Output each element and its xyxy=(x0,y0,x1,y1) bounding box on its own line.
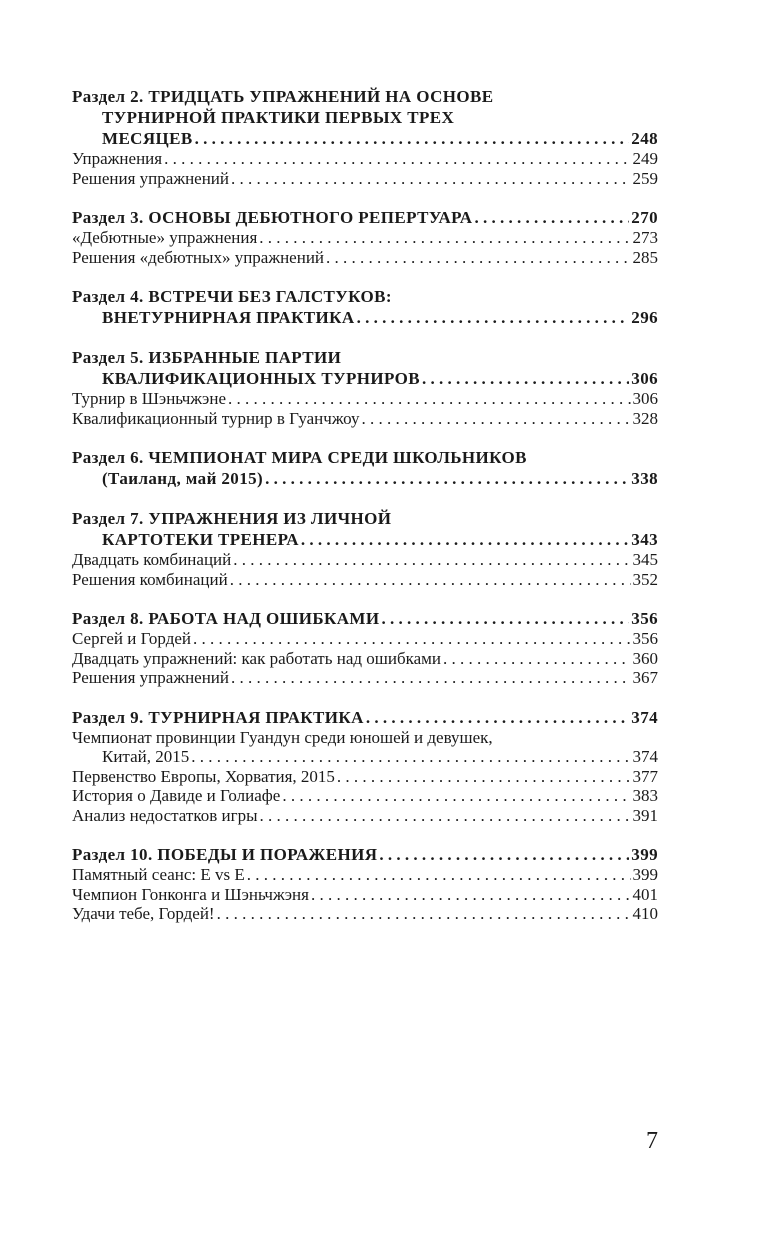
entry-title: Чемпионат провинции Гуандун среди юношей и девушек, xyxy=(72,727,493,747)
entry-title: Упражнения xyxy=(72,149,163,168)
page-ref: 399 xyxy=(632,865,658,884)
dot-leader xyxy=(265,468,629,489)
dot-leader xyxy=(217,904,631,924)
dot-leader xyxy=(282,786,630,806)
toc-entry xyxy=(72,806,658,826)
dot-leader xyxy=(231,169,630,189)
dot-leader xyxy=(379,844,629,865)
page-ref: 391 xyxy=(632,805,658,825)
dot-leader xyxy=(422,368,629,389)
page-ref: 374 xyxy=(631,707,658,727)
toc-entry xyxy=(72,728,658,748)
dot-leader xyxy=(164,149,630,169)
dot-leader xyxy=(259,228,630,248)
entry-title: КВАЛИФИКАЦИОННЫХ ТУРНИРОВ xyxy=(102,369,421,388)
entry-title: Решения упражнений xyxy=(72,168,230,188)
dot-leader xyxy=(301,529,629,550)
dot-leader xyxy=(311,885,631,905)
toc-section xyxy=(72,86,658,188)
entry-title: Решения «дебютных» упражнений xyxy=(72,247,325,267)
dot-leader xyxy=(326,248,630,268)
dot-leader xyxy=(366,707,629,728)
entry-title: Раздел 9. ТУРНИРНАЯ ПРАКТИКА xyxy=(72,707,364,727)
dot-leader xyxy=(195,128,630,149)
entry-title: Двадцать упражнений: как работать над ошибками xyxy=(72,648,442,668)
toc-section xyxy=(72,608,658,688)
dot-leader xyxy=(247,865,631,885)
toc-entry xyxy=(72,389,658,409)
page-ref: 356 xyxy=(632,629,658,648)
toc-section xyxy=(72,347,658,428)
toc-entry xyxy=(72,668,658,688)
entry-title: Чемпион Гонконга и Шэньчжэня xyxy=(72,884,309,904)
entry-title: Китай, 2015 xyxy=(102,747,190,766)
section-heading-row xyxy=(72,608,658,629)
dot-leader xyxy=(337,767,631,787)
page-ref: 383 xyxy=(632,786,658,805)
entry-title: Решения комбинаций xyxy=(72,569,228,589)
dot-leader xyxy=(474,207,629,228)
section-heading: Раздел 4. ВСТРЕЧИ БЕЗ ГАЛСТУКОВ: xyxy=(72,287,392,306)
toc-entry xyxy=(72,747,658,767)
entry-title: Раздел 3. ОСНОВЫ ДЕБЮТНОГО РЕПЕРТУАРА xyxy=(72,208,473,227)
toc-entry xyxy=(72,550,658,570)
section-heading: ТУРНИРНОЙ ПРАКТИКИ ПЕРВЫХ ТРЕХ xyxy=(102,108,455,127)
toc-entry xyxy=(72,767,658,787)
entry-title: Двадцать комбинаций xyxy=(72,550,232,569)
section-heading: Раздел 5. ИЗБРАННЫЕ ПАРТИИ xyxy=(72,348,342,367)
entry-title: Удачи тебе, Гордей! xyxy=(72,904,215,923)
entry-title: История о Давиде и Голиафе xyxy=(72,786,281,805)
dot-leader xyxy=(193,629,631,649)
toc-entry xyxy=(72,649,658,669)
entry-title: Сергей и Гордей xyxy=(72,629,191,648)
section-heading-row xyxy=(72,207,658,228)
page-ref: 345 xyxy=(632,550,658,569)
toc-entry xyxy=(72,786,658,806)
section-heading-row xyxy=(72,844,658,865)
section-heading-row xyxy=(72,368,658,389)
page-ref: 259 xyxy=(632,168,658,188)
page-ref: 285 xyxy=(632,247,658,267)
page-ref: 356 xyxy=(631,609,658,628)
entry-title: Раздел 10. ПОБЕДЫ И ПОРАЖЕНИЯ xyxy=(72,845,378,864)
page-ref: 374 xyxy=(632,747,658,766)
dot-leader xyxy=(260,806,631,826)
section-heading: Раздел 6. ЧЕМПИОНАТ МИРА СРЕДИ ШКОЛЬНИКОВ xyxy=(72,448,527,467)
dot-leader xyxy=(228,389,631,409)
dot-leader xyxy=(381,608,629,629)
section-heading-row xyxy=(72,468,658,489)
entry-title: КАРТОТЕКИ ТРЕНЕРА xyxy=(102,530,299,549)
section-heading-row xyxy=(72,707,658,728)
toc-section xyxy=(72,508,658,589)
entry-title: Турнир в Шэньчжэне xyxy=(72,389,226,408)
entry-title: Первенство Европы, Хорватия, 2015 xyxy=(72,766,335,786)
toc-section xyxy=(72,844,658,924)
section-heading: Раздел 7. УПРАЖНЕНИЯ ИЗ ЛИЧНОЙ xyxy=(72,509,392,528)
toc-entry xyxy=(72,570,658,590)
page-ref: 328 xyxy=(632,408,658,428)
entry-title: Раздел 8. РАБОТА НАД ОШИБКАМИ xyxy=(72,609,380,628)
section-heading-row xyxy=(72,128,658,149)
page-ref: 367 xyxy=(632,668,658,687)
page-ref: 296 xyxy=(631,308,658,327)
table-of-contents xyxy=(72,86,658,943)
entry-title: ВНЕТУРНИРНАЯ ПРАКТИКА xyxy=(102,308,355,327)
entry-title: Анализ недостатков игры xyxy=(72,805,258,825)
page-number: 7 xyxy=(646,1128,658,1154)
entry-title: «Дебютные» упражнения xyxy=(72,228,258,247)
toc-section xyxy=(72,286,658,328)
page-ref: 273 xyxy=(632,228,658,247)
page-ref: 306 xyxy=(632,389,658,408)
section-heading-row xyxy=(72,307,658,328)
toc-entry xyxy=(72,629,658,649)
section-heading-row xyxy=(72,529,658,550)
toc-entry xyxy=(72,865,658,885)
dot-leader xyxy=(357,307,630,328)
dot-leader xyxy=(362,409,631,429)
toc-entry xyxy=(72,248,658,268)
dot-leader xyxy=(231,668,630,688)
dot-leader xyxy=(233,550,630,570)
toc-entry xyxy=(72,169,658,189)
page-ref: 401 xyxy=(632,884,658,904)
toc-entry xyxy=(72,409,658,429)
section-heading: Раздел 2. ТРИДЦАТЬ УПРАЖНЕНИЙ НА ОСНОВЕ xyxy=(72,87,494,106)
page-ref: 338 xyxy=(631,469,658,488)
entry-title: МЕСЯЦЕВ xyxy=(102,129,193,148)
dot-leader xyxy=(191,747,630,767)
page-ref: 343 xyxy=(631,530,658,549)
toc-entry xyxy=(72,149,658,169)
toc-entry xyxy=(72,885,658,905)
entry-title: Памятный сеанс: Е vs Е xyxy=(72,865,245,884)
toc-section xyxy=(72,447,658,489)
page-ref: 360 xyxy=(632,648,658,668)
dot-leader xyxy=(443,649,630,669)
page-ref: 410 xyxy=(632,904,658,923)
page-ref: 249 xyxy=(632,149,658,168)
page-ref: 399 xyxy=(631,845,658,864)
page-ref: 270 xyxy=(631,208,658,227)
toc-entry xyxy=(72,228,658,248)
toc-section xyxy=(72,207,658,267)
page-ref: 248 xyxy=(631,129,658,148)
toc-section xyxy=(72,707,658,826)
entry-title: Решения упражнений xyxy=(72,668,230,687)
page-ref: 306 xyxy=(631,369,658,388)
dot-leader xyxy=(230,570,631,590)
entry-title: Квалификационный турнир в Гуанчжоу xyxy=(72,408,360,428)
page-ref: 377 xyxy=(632,766,658,786)
entry-title: (Таиланд, май 2015) xyxy=(102,469,264,488)
page-ref: 352 xyxy=(632,569,658,589)
toc-entry xyxy=(72,904,658,924)
